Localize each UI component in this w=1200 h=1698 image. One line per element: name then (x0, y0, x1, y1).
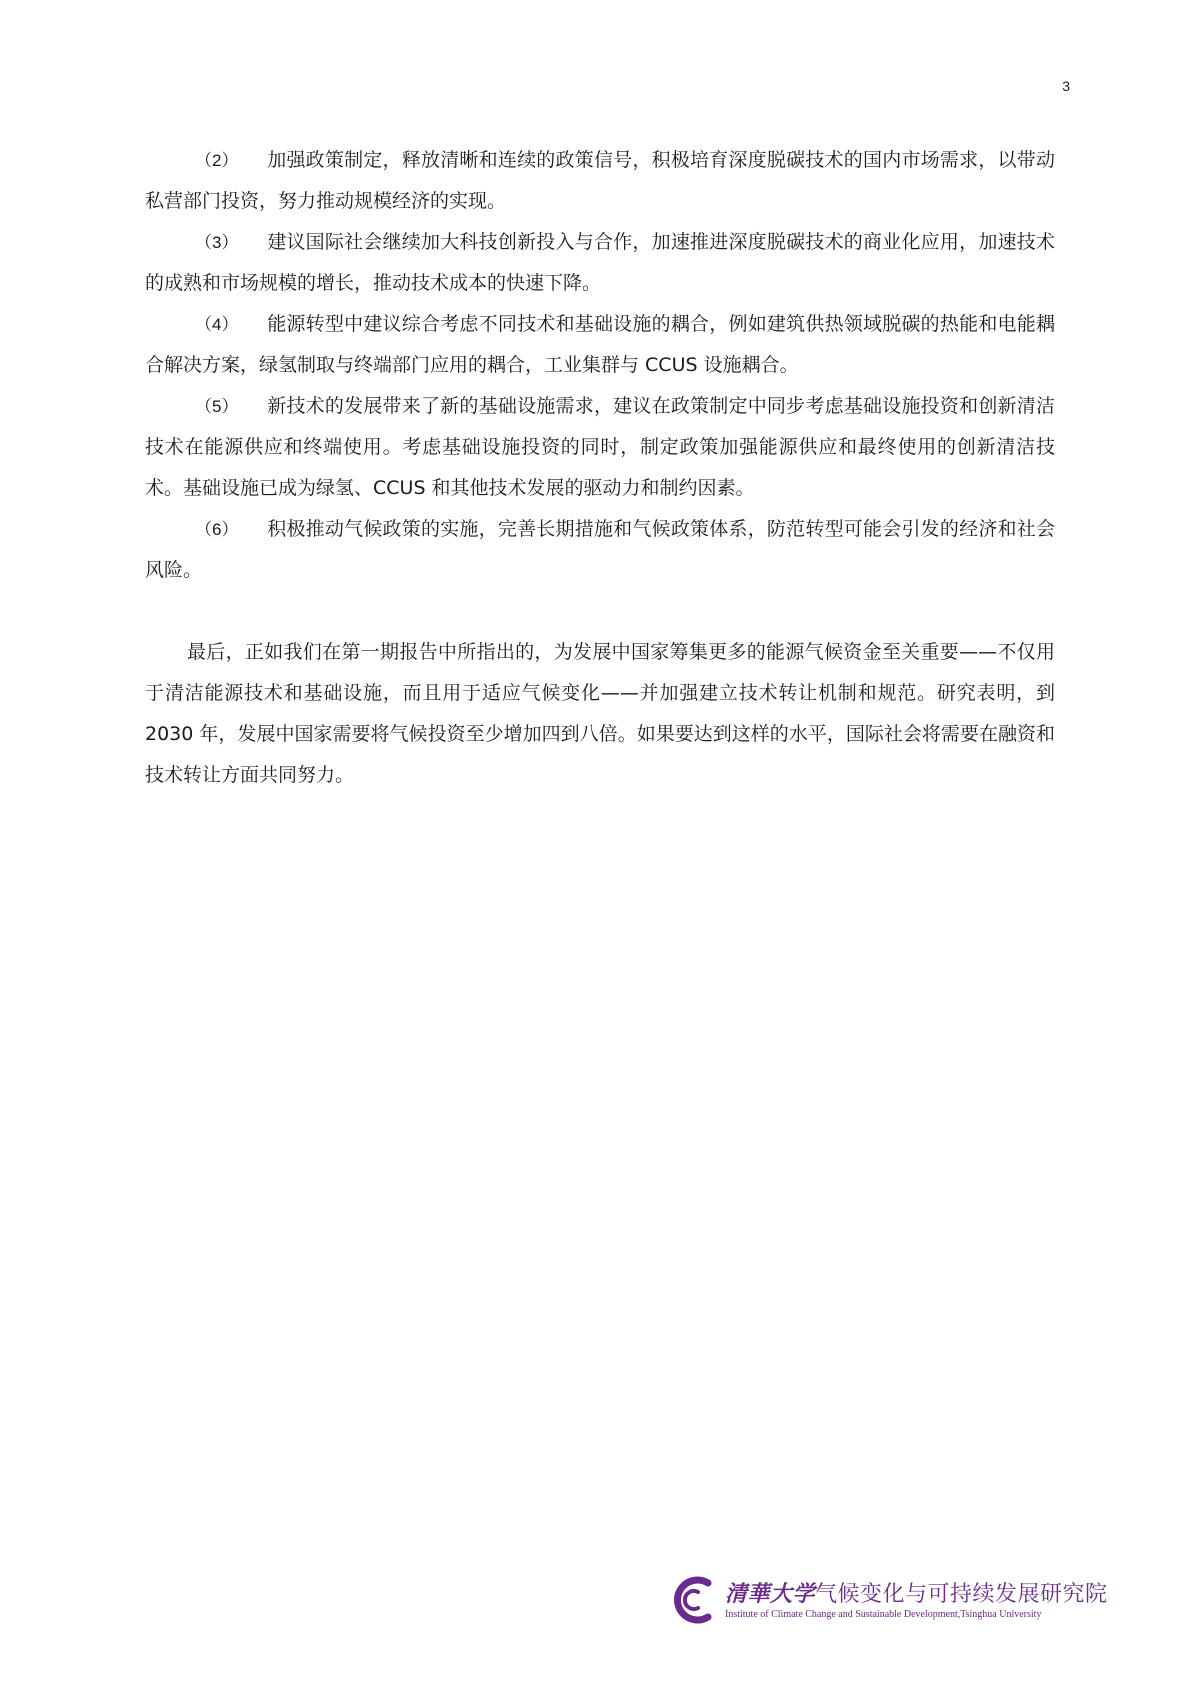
item-number: （2） (195, 151, 239, 170)
recommendation-item-5 (145, 386, 1055, 509)
institute-logo (668, 1573, 1108, 1633)
item-number: （3） (195, 233, 239, 252)
closing-paragraph: 最后，正如我们在第一期报告中所指出的，为发展中国家筹集更多的能源气候资金至关重要——不仅用于清洁能源技术和基础设施，而且用于适应气候变化——并加强建立技术转让机制和规范。研究表明，到 2030 年，发展中国家需要将气候投资至少增加四到八倍。如果要达到这样的水平，国际社会将需要在融资和技术转让方面共同努力。 (145, 641, 1055, 786)
recommendation-item-6 (145, 509, 1055, 591)
university-name-cn: 清華大学 (725, 1581, 816, 1607)
item-number: （6） (195, 520, 239, 539)
item-text: 建议国际社会继续加大科技创新投入与合作，加速推进深度脱碳技术的商业化应用，加速技术的成熟和市场规模的增长，推动技术成本的快速下降。 (145, 231, 1055, 294)
institute-logo-mark-icon (668, 1573, 716, 1627)
institute-name-en: Institute of Climate Change and Sustainable Development,Tsinghua University (725, 1609, 1042, 1620)
recommendation-item-4 (145, 304, 1055, 386)
item-number: （4） (195, 315, 239, 334)
page-number: 3 (1062, 78, 1070, 94)
item-number: （5） (195, 397, 239, 416)
item-text: 能源转型中建议综合考虑不同技术和基础设施的耦合，例如建筑供热领域脱碳的热能和电能耦合解决方案，绿氢制取与终端部门应用的耦合，工业集群与 CCUS 设施耦合。 (145, 313, 1055, 376)
recommendation-item-2 (145, 140, 1055, 222)
institute-name-cn (725, 1577, 1108, 1608)
recommendation-item-3 (145, 222, 1055, 304)
item-text: 积极推动气候政策的实施，完善长期措施和气候政策体系，防范转型可能会引发的经济和社会风险。 (145, 518, 1055, 581)
item-text: 新技术的发展带来了新的基础设施需求，建议在政策制定中同步考虑基础设施投资和创新清洁技术在能源供应和终端使用。考虑基础设施投资的同时，制定政策加强能源供应和最终使用的创新清洁技术。基础设施已成为绿氢、CCUS 和其他技术发展的驱动力和制约因素。 (145, 395, 1055, 499)
item-text: 加强政策制定，释放清晰和连续的政策信号，积极培育深度脱碳技术的国内市场需求，以带动私营部门投资，努力推动规模经济的实现。 (145, 149, 1055, 212)
document-body (145, 140, 1055, 796)
institute-name-cn-text: 气候变化与可持续发展研究院 (815, 1582, 1108, 1607)
